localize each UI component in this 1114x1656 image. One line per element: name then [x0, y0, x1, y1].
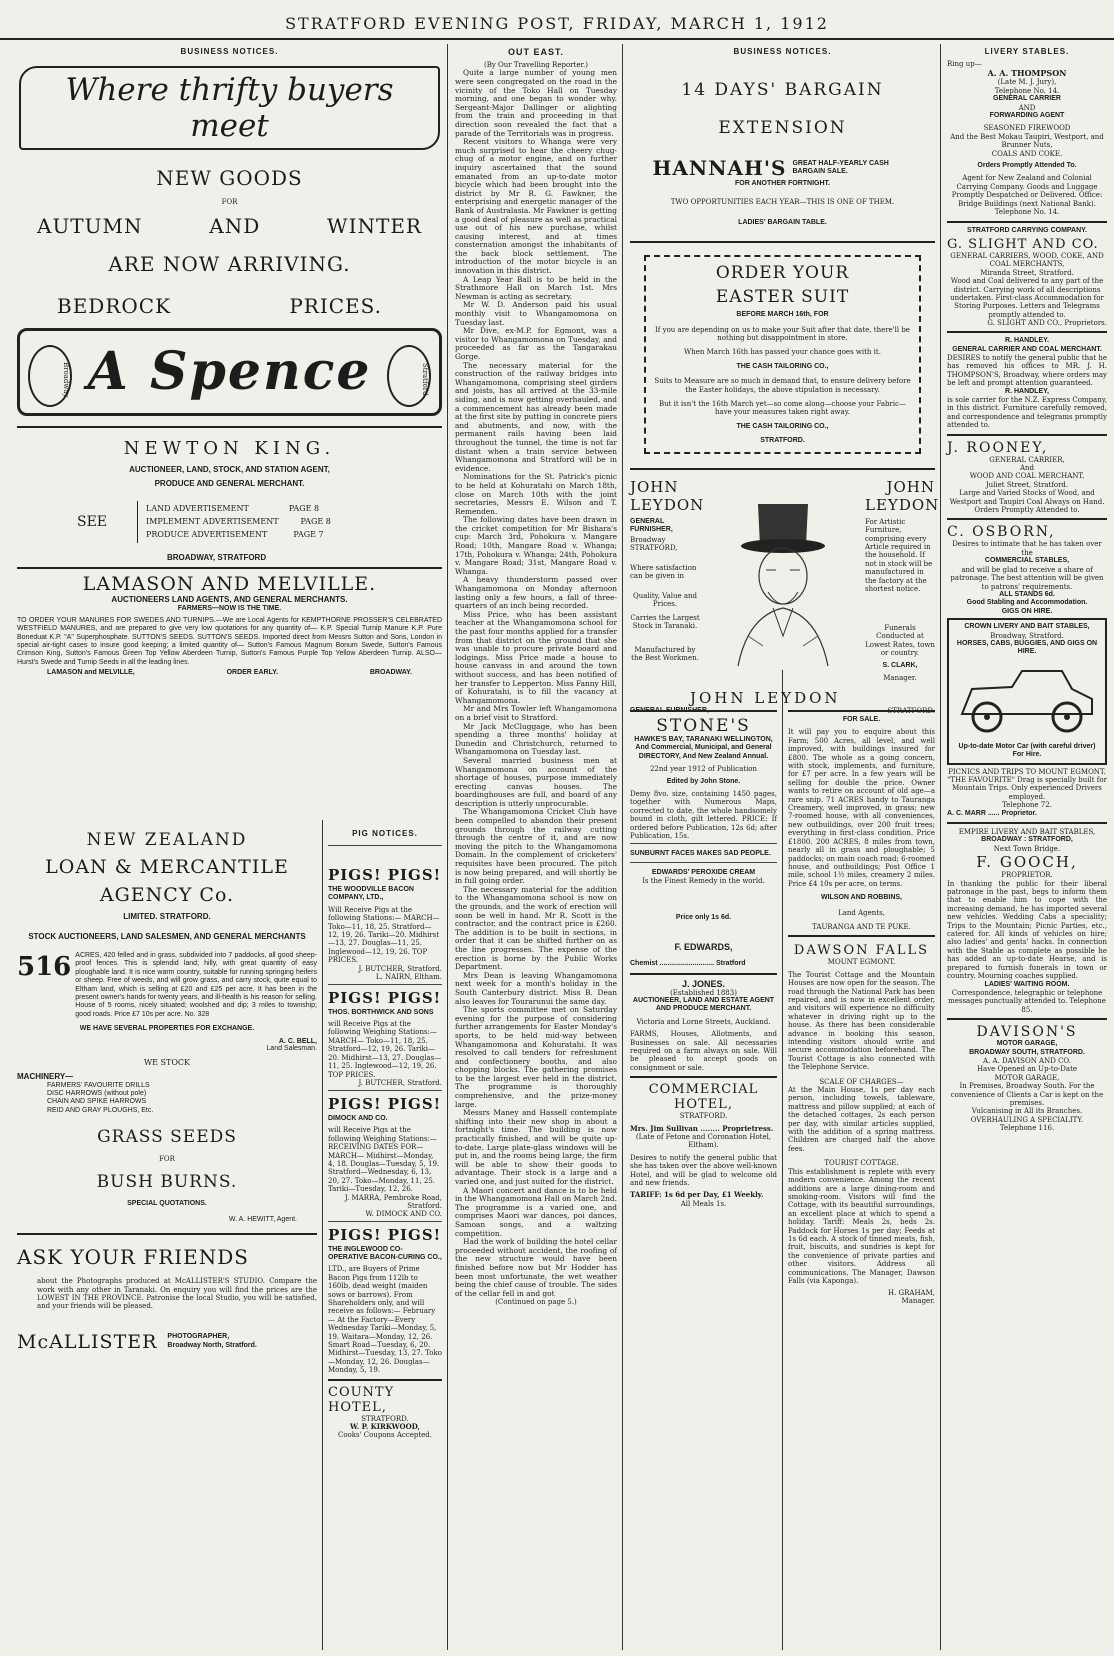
bedrock: BEDROCK — [57, 294, 172, 319]
vulcanising: Vulcanising in All its Branches. OVERHAULING A SPECIALITY. — [970, 1107, 1084, 1124]
column-stones — [625, 706, 782, 1650]
borthwick-title: THOS. BORTHWICK AND SONS — [328, 1008, 434, 1016]
out-east-continued: (Continued on page 5.) — [495, 1298, 577, 1307]
nz-bell: A. C. BELL, — [278, 1037, 317, 1045]
adv-label: IMPLEMENT ADVERTISEMENT — [146, 517, 279, 527]
adv-page: PAGE 8 — [300, 517, 331, 527]
gigs-on-hire: GIGS ON HIRE. — [1001, 607, 1053, 615]
spence-name: A Spence — [87, 341, 372, 403]
divider — [947, 822, 1107, 824]
scale-body: At the Main House, 1s per day each person, including towels, tableware, mattress and pillow supplied; at each of the detached cottages, 2s each person per day, with similar articles supplied, with the addition of a spring mattress. Children are charged half the above fees. — [788, 1086, 935, 1153]
coals-coke: COALS AND COKE. — [991, 149, 1063, 158]
jones-sub: AUCTIONEER, LAND AND ESTATE AGENT AND PRODUCE MERCHANT. — [632, 996, 775, 1013]
adv-label: LAND ADVERTISEMENT — [146, 504, 249, 514]
woodville-title: THE WOODVILLE BACON COMPANY, LTD., — [328, 886, 414, 902]
telephone-72: Telephone 72. — [1002, 801, 1052, 810]
bedrock-line — [17, 290, 442, 318]
rooney: J. ROONEY, — [947, 439, 1049, 456]
divider — [17, 567, 442, 569]
pigs-heading: PIGS! PIGS! — [328, 1225, 442, 1244]
mcallister-block — [17, 1331, 317, 1353]
good-stabling: Good Stabling and Accommodation. — [966, 599, 1088, 607]
leydon-for: For Artistic Furniture, comprising every Article required in the household. If not in stock will be manufactured in the factory at the shortest notice. — [865, 517, 933, 593]
gooch-body: In thanking the public for their liberal patronage in the past, begs to inform them that to enable him to cope with the increasing demand, he has imported several new vehicles. Wedding Cabs a speciality; Trips to the Mountain; Picnic Parties, etc., catered for. All kinds of vehicles on hire; also ladies' and gents' hacks. In connection with the Stable as complete as possible he has added an up-to-date Hearse, and is prepared to furnish funerals in town or country. Mourning coaches supplied. — [947, 879, 1107, 981]
divider — [630, 973, 777, 975]
rooney-orders: Orders Promptly Attended to. — [974, 506, 1080, 515]
pigs-heading: PIGS! PIGS! — [328, 988, 442, 1007]
out-east-paragraph: Mr and Mrs Towler left Whangamomona on a brief visit to Stratford. — [455, 704, 617, 722]
spence-logo — [17, 328, 442, 416]
leydon-footer — [630, 689, 935, 707]
out-east-paragraph: Mr W. D. Anderson paid his usual monthly visit to Whangamomona on Tuesday last. — [455, 300, 617, 327]
machinery-item: CHAIN AND SPIKE HARROWS — [47, 1098, 147, 1106]
graham: H. GRAHAM, — [887, 1289, 935, 1298]
county-kirkwood: W. P. KIRKWOOD, — [350, 1422, 420, 1432]
slight-body: Wood and Coal delivered to any part of the district. Carrying work of all descriptions undertaken. First-class Accommodation for Storing Purposes. Letters and Telegrams promptly attended to. — [950, 277, 1104, 319]
sunburnt: SUNBURNT FACES MAKES SAD PEOPLE. — [630, 850, 771, 858]
hannah-sale: GREAT HALF-YEARLY CASH BARGAIN SALE. — [792, 159, 889, 175]
two-opportunities: TWO OPPORTUNITIES EACH YEAR—THIS IS ONE OF THEM. — [670, 198, 895, 207]
out-east-paragraph: A Leap Year Ball is to be held in the Strathmore Hall on March 1st. Mrs Newman is acting as secretary. — [455, 274, 617, 301]
divider — [947, 331, 1107, 333]
dimock-sig1: J. MARRA, Pembroke Road, Stratford. — [344, 1193, 442, 1210]
stones-body: Demy 8vo. size, containing 1450 pages, together with Numerous Maps, corrected to date, the whole handsomely bound in cloth, gilt lettered. PRICE: If ordered before Publication, 12s 6d; after Publication, 15s. — [630, 790, 777, 841]
osborn-body-2: and will be glad to receive a share of patronage. The best attention will be given to patrons' requirements. — [950, 565, 1104, 591]
wilson-place: TAURANGA AND TE PUKE. — [812, 922, 911, 931]
commercial-stratford: STRATFORD. — [679, 1112, 728, 1121]
pig-header: PIG NOTICES. — [352, 829, 418, 838]
adv-list — [137, 501, 331, 543]
out-east-paragraph: Messrs Maney and Hassell contemplate shifting into their new shop in about a fortnight's time. The building is now practically finished, and will be quite up-to-date. Large plate-glass windows will be put in, and the rooms being large, the firm will be able to show their goods to advantage. Their stock is a large and a varied one, and just suited for the district. — [455, 1108, 617, 1186]
inglewood-body: LTD., are Buyers of Prime Bacon Pigs from 112lb to 160lb, dead weight (maiden sows or barrows). From Shareholders only, and will receive as follows:— February— At the Factory—Every Wednesday Tariki—Monday, 5, 19. Waitara—Monday, 12, 26. Smart Road—Tuesday, 6, 20. Midhirst—Tuesday, 13, 27. Toko—Monday, 12, 26. Douglas—Monday, 5, 19. — [328, 1265, 442, 1375]
borthwick-sig: J. BUTCHER, Stratford. — [358, 1078, 442, 1087]
rooney-address: Juliet Street, Stratford. — [985, 480, 1069, 489]
osborn: C. OSBORN, — [947, 524, 1056, 541]
hewitt: W. A. HEWITT, Agent. — [228, 1216, 297, 1224]
out-east-paragraph: The following dates have been drawn in the cricket competition for Mr Bishara's cup: March 3rd, Pohokura v. Mangare Road; 10th, Mangare Road v. Whanga; 17th, Pohokura v. Whanga; 24th, Pohokura v. Mangare Road; 31st, Mangare Road v. Whanga. — [455, 515, 617, 576]
lamason-footer — [17, 667, 442, 679]
leydon-manager: Manager. — [883, 673, 917, 682]
out-east-paragraph: Mrs Dean is leaving Whangamomona next week for a month's holiday in the South Canterbury district. Miss B. Dean also leaves for Tourarunui the same day. — [455, 970, 617, 1006]
commercial-body: Desires to notify the general public that she has taken over the above well-known Hotel, and will be glad to welcome old and new friends. — [630, 1153, 777, 1187]
slight-sig: G. SLIGHT AND CO., Proprietors. — [987, 319, 1107, 328]
leydon-quality: Quality, Value and Prices. — [632, 591, 698, 609]
dawson-egmont: MOUNT EGMONT. — [827, 958, 896, 967]
agent: Agent for New Zealand and Colonial Carrying Company. Goods and Luggage Promptly Despatched or Delivered. Office: Bridge Buildings (next National Bank). — [951, 174, 1103, 208]
divider — [328, 1221, 442, 1222]
thrifty-banner: Where thrifty buyers meet — [19, 66, 440, 150]
out-east-paragraph: A Maori concert and dance is to be held in the Whangamomona Hall on March 2nd. The programme is a varied one, and comprises Maori war dances, poi dances, Samoan songs, and a waltzing competition. — [455, 1185, 617, 1238]
crown-body: HORSES, CABS, BUGGIES, AND GIGS ON HIRE. — [956, 639, 1098, 656]
all-stands: ALL STANDS 6d. — [999, 590, 1055, 598]
stones-title: STONE'S — [656, 716, 751, 736]
section-header: BUSINESS NOTICES. — [733, 47, 832, 56]
stratford-carrying: STRATFORD CARRYING COMPANY. — [966, 226, 1088, 234]
leydon-left: JOHN LEYDON — [630, 477, 705, 514]
peroxide: EDWARDS' PEROXIDE CREAM — [651, 868, 756, 876]
bush-burns: BUSH BURNS. — [96, 1171, 238, 1192]
masthead: STRATFORD EVENING POST, FRIDAY, MARCH 1, 1912 — [0, 0, 1114, 40]
divider — [630, 1076, 777, 1078]
handley-body-2: is sole carrier for the N.Z. Express Company, in this district. Furniture carefully removed, and correspondence and telegrams promptly attended to. — [947, 396, 1107, 430]
forwarding-agent: FORWARDING AGENT — [989, 112, 1065, 120]
divider — [328, 845, 442, 846]
divider — [328, 1090, 442, 1091]
out-east-header: OUT EAST. — [507, 47, 564, 57]
leydon-broadway: Broadway STRATFORD, — [630, 535, 678, 553]
oval-stratford: Stratford — [387, 345, 431, 407]
special-quotations: SPECIAL QUOTATIONS. — [127, 1199, 207, 1207]
motor-car-hire: Up-to-date Motor Car (with careful driver) For Hire. — [958, 742, 1096, 759]
out-east-paragraph: The necessary material for the addition to the Whangamomona school is now on the grounds, and the work of erection will soon be well in hand. Mr R. Scott is the contractor, and the contract price is £260. The addition is to be built in sections, in order that it can be shifted further on as the line progresses. The expense of the erection is borne by the Public Works Department. — [455, 884, 617, 972]
thompson-late: (Late M. J. Jury), — [997, 78, 1057, 87]
slight-sub: GENERAL CARRIERS, WOOD, COKE, AND COAL MERCHANTS, — [950, 251, 1104, 269]
slight-address: Miranda Street, Stratford. — [980, 268, 1074, 277]
newton-king-sub2: PRODUCE AND GENERAL MERCHANT. — [154, 479, 305, 489]
out-east-body — [455, 69, 617, 1298]
divider — [328, 1379, 442, 1381]
divider — [630, 843, 777, 844]
lamason-foot-name: LAMASON and MELVILLE, — [47, 669, 135, 677]
nz-body: ACRES, 420 felled and in grass, subdivided into 7 paddocks, all good sheep-proof fences. This is splendid land; hilly, with great quantity of easy ploughable land. It is nice warm country, suitable for running springing heifers or sheep. Free of weeds, and will grow grass, and carry stock, quite equal to Eltham land, which is selling at £20 and £25 per acre. It has been in the present owner's hands for twenty years, and ill-health is his reason for selling. House of 5 rooms, nicely situated; woolshed and dip; 3 miles to township; good roads. Price £7 10s per acre. No. 328 — [75, 952, 317, 1018]
lamason-foot-broadway: BROADWAY. — [369, 669, 412, 677]
for-label: FOR — [221, 198, 238, 206]
extension: EXTENSION — [718, 118, 847, 138]
out-east-byline: (By Our Travelling Reporter.) — [483, 61, 589, 69]
adv-row — [146, 530, 331, 540]
jones-address: Victoria and Lorne Streets, Auckland. — [636, 1017, 771, 1026]
county-hotel: COUNTY HOTEL, — [328, 1384, 395, 1415]
motor-garage: MOTOR GARAGE, — [994, 1073, 1060, 1082]
tourist-body: This establishment is replete with every modern convenience. Among the recent additions are a large dining-room and smoking-room. Visitors will find the Cottage, with its beautiful surroundings, an excellent place at which to spend a holiday. Tariff: Meals 2s, beds 2s. Paddock for Horses 1s per day; Feeds at 1s 6d each. A stock of tinned meats, fish, fruit, biscuits, and sundries is kept for the convenience of private parties and other visitors. Address all communications, The Manager, Dawson Falls (via Kaponga). — [788, 1167, 935, 1285]
nz-516: 516 — [17, 952, 72, 982]
empire: EMPIRE LIVERY AND BAIT STABLES, — [958, 828, 1096, 836]
lamason-farmers: FARMERS—NOW IS THE TIME. — [177, 605, 282, 613]
cash-tailoring-2: THE CASH TAILORING CO., — [736, 422, 829, 430]
rooney-body: Large and Varied Stocks of Wood, and Westport and Taupiri Coal Always on Hand. — [949, 489, 1105, 506]
and: AND — [209, 214, 261, 239]
davison-address: BROADWAY SOUTH, STRATFORD. — [969, 1048, 1085, 1056]
see-label: SEE — [77, 514, 108, 531]
adv-page: PAGE 8 — [288, 504, 320, 514]
cash-stratford: STRATFORD. — [760, 437, 805, 445]
and: AND — [1018, 103, 1036, 112]
machinery-item: REID AND GRAY PLOUGHS, Etc. — [47, 1106, 154, 1114]
easter-body-1: If you are depending on us to make your Suit after that date, there'll be nothing but disappointment in store. — [655, 325, 910, 343]
handley: R. HANDLEY. — [1005, 337, 1049, 345]
hannah-line — [630, 156, 935, 180]
davison-co: A. A. DAVISON AND CO. — [983, 1056, 1071, 1065]
prices: PRICES. — [289, 294, 382, 319]
slight: G. SLIGHT AND CO. — [947, 236, 1099, 252]
leydon-portrait — [708, 496, 858, 670]
handley-body: DESIRES to notify the general public that he has removed his offices to MR. J. H. THOMPSON'S, Broadway, where orders may be left and prompt attention guaranteed. — [947, 353, 1107, 388]
mcallister-sub — [167, 1333, 256, 1350]
leydon-ad — [630, 474, 940, 689]
commercial-proprietress: Mrs. Jim Sullivan ........ Proprietress. — [630, 1123, 774, 1133]
bargain-14-days: 14 DAYS' BARGAIN — [681, 80, 884, 100]
dimock-body: will Receive Pigs at the following Weighing Stations:— RECEIVING DATES FOR— MARCH— Midhirst—Monday, 4, 18. Douglas—Tuesday, 5, 19. Stratford—Wednesday, 6, 13, 20, 27. Toko—Monday, 11, 25. Tariki—Tuesday, 12, 26. — [328, 1126, 440, 1194]
divider — [788, 935, 935, 937]
divider — [947, 221, 1107, 223]
see-block — [77, 501, 442, 543]
wilson: WILSON AND ROBBINS, — [820, 894, 903, 902]
leydon-where: Where satisfaction can be given in — [630, 563, 697, 581]
out-east-paragraph: Mr Dive, ex-M.P. for Egmont, was a visitor to Whangamomona on Tuesday, and proceeded as far as the Tangarakau Gorge. — [455, 326, 617, 361]
general-carrier: GENERAL CARRIER — [993, 95, 1061, 103]
column-rule — [447, 44, 448, 1650]
grass-seeds: GRASS SEEDS — [97, 1127, 237, 1148]
tourist-cottage: TOURIST COTTAGE. — [824, 1159, 899, 1168]
autumn: AUTUMN — [37, 214, 143, 239]
divider — [630, 862, 777, 863]
for-label-2: FOR — [159, 1155, 175, 1164]
ask-body: about the Photographs produced at McALLISTER'S STUDIO. Compare the work with any other in Taranaki. On enquiry you will find the prices are the LOWEST IN THE PROVINCE. Patronise the local Studio, you will be satisfied, and your friends will be pleased. — [37, 1277, 317, 1311]
out-east-paragraph: Miss Price, who has been assistant teacher at the Whangamomona school for the past four months applied for a transfer from that district on the ground that she was unable to procure private board and lodgings. Miss Price made a house to house canvass in and around the town without success, and has been notified of her transfer to Lepperton. Miss Fanny Hill, of Kohuratahi, is to fill the vacancy at Whangamomona. — [455, 609, 617, 705]
tariff: TARIFF: 1s 6d per Day, £1 Weekly. — [630, 1190, 764, 1200]
osborn-commercial: COMMERCIAL STABLES, — [984, 557, 1070, 565]
jones-body: FARMS, Houses, Allotments, and Businesses on sale. All necessaries required on a farm always on sale. Will be pleased to accept goods on consignment or sale. — [630, 1030, 777, 1072]
seasoned-firewood: SEASONED FIREWOOD — [983, 124, 1071, 133]
dimock-title: DIMOCK AND CO. — [328, 1114, 388, 1122]
winter: WINTER — [327, 214, 422, 239]
out-east-paragraph: The sports committee met on Saturday evening for the purpose of considering further arrangements for Easter Monday's sports, to be held mid-way between Whangamomona and Kohuratahi. It was resolved to call tenders for refreshment and confectionery booths, and also chopping blocks. The gathering promises to be the largest ever held in the district. The programme is thoroughly comprehensive, and the prize-money large. — [455, 1005, 617, 1109]
machinery: MACHINERY— — [17, 1071, 74, 1081]
nz-limited: LIMITED. STRATFORD. — [123, 912, 211, 921]
mcallister-sub1: PHOTOGRAPHER, — [167, 1333, 230, 1341]
ladies-bargain: LADIES' BARGAIN TABLE. — [738, 218, 827, 226]
nz-bell-title: Land Salesman. — [266, 1044, 317, 1052]
column-pig-notices — [323, 826, 447, 1650]
divider — [947, 1018, 1107, 1020]
nz-property — [17, 952, 317, 1019]
jones: J. JONES. — [681, 978, 726, 989]
rooney-sub-2: WOOD AND COAL MERCHANT, — [969, 472, 1085, 481]
nz-stock: STOCK AUCTIONEERS, LAND SALESMEN, AND GENERAL MERCHANTS — [28, 932, 306, 941]
column-rule — [622, 44, 623, 1650]
nz-exchange: WE HAVE SEVERAL PROPERTIES FOR EXCHANGE. — [79, 1025, 255, 1033]
out-east-paragraph: Quite a large number of young men were seen congregated on the road in the vicinity of the Toko Hall on Tuesday morning, and one began to wonder why. Sergeant-Major Dallinger or alighting from the train and proceeding in that direction soon revealed the fact that a parade of the Territorials was in progress. — [455, 68, 617, 138]
picnics: PICNICS AND TRIPS TO MOUNT EGMONT. — [948, 767, 1106, 776]
gooch-proprietor: PROPRIETOR. — [1001, 871, 1053, 880]
another-fortnight: FOR ANOTHER FORTNIGHT. — [734, 180, 830, 187]
telephone-116: Telephone 116. — [999, 1124, 1055, 1133]
oval-broadway: Broadway — [28, 345, 72, 407]
divider — [328, 984, 442, 985]
davison: DAVISON'S — [976, 1024, 1078, 1041]
out-east-paragraph: Several married business men at Whangamomona on account of the shortage of houses, purpose immediately erecting canvas houses. The boardinghouses are full, and board of any description is utterly unprocurable. — [455, 755, 617, 808]
adv-row — [146, 504, 331, 514]
column-livery — [942, 44, 1112, 1650]
leydon-bottom-name: JOHN LEYDON — [690, 688, 841, 707]
top-hat-man-icon — [708, 496, 858, 666]
we-stock: WE STOCK — [143, 1057, 191, 1067]
out-east-paragraph: The necessary material for the construction of the railway bridges into Whangamomona, comprising steel girders and joists, has all arrived at the 33-mile siding, and is now getting overhauled, and a commencement has already been made at the first site by putting in concrete piers and abutments, and now, with the permanent rails having been laid throughout the tunnel, the time is not far distant when a train service between Whangamomona and Stratford will be in evidence. — [455, 360, 617, 473]
davison-sub: MOTOR GARAGE, — [996, 1040, 1058, 1048]
leydon-funerals: Funerals Conducted at Lowest Rates, town or country. — [865, 623, 935, 657]
adv-label: PRODUCE ADVERTISEMENT — [146, 530, 268, 540]
davison-opened: Have Opened an Up-to-Date — [976, 1065, 1078, 1074]
column-out-east — [450, 44, 622, 1650]
out-east-paragraph: Had the work of building the hotel cellar proceeded without accident, the roofing of the new structure would have been finished before now but Mr Hodder has been most unfortunate, the wet weather being the chief cause of trouble. The sides of the cellar fell in and got — [455, 1237, 617, 1298]
column-nz-loan — [12, 826, 322, 1650]
ring-up: Ring up— — [947, 60, 982, 68]
gooch: F. GOOCH, — [976, 853, 1078, 872]
crown-address: Broadway, Stratford. — [990, 631, 1064, 640]
commercial-late: (Late of Fetone and Coronation Hotel, Eltham). — [635, 1132, 772, 1150]
machinery-list — [17, 1082, 317, 1116]
correspondence: Correspondence, telegraphic or telephone messages punctually attended to. Telephone 85. — [948, 988, 1106, 1014]
chemist: Chemist ............................ Stratford — [630, 960, 746, 968]
adv-page: PAGE 7 — [293, 530, 324, 540]
autumn-line — [17, 214, 442, 238]
peroxide-sub: Is the Finest Remedy in the world. — [642, 877, 765, 886]
woodville-sig2: L. NAIRN, Eltham. — [375, 972, 442, 981]
commercial-hotel: COMMERCIAL HOTEL, — [648, 1082, 759, 1113]
pigs-heading: PIGS! PIGS! — [328, 1094, 442, 1113]
nz-title-3: AGENCY Co. — [99, 884, 235, 906]
orders-attended: Orders Promptly Attended To. — [977, 162, 1077, 170]
nz-title-1: NEW ZEALAND — [86, 830, 248, 850]
out-east-paragraph: The Whangamomona Cricket Club have been compelled to abandon their present grounds through the railway cutting through the centre of it, and are now moving the pitch to the Whangamomona Domain. In the complement of cricketers' requisites have been procured. The pitch is now being prepared, and will shortly be in full going order. — [455, 807, 617, 886]
arriving: ARE NOW ARRIVING. — [108, 252, 351, 277]
rooney-sub: GENERAL CARRIER, — [989, 455, 1065, 464]
column-for-sale — [783, 706, 940, 1650]
ladies-waiting: LADIES' WAITING ROOM. — [984, 980, 1070, 988]
price-only: Price only 1s 6d. — [675, 913, 732, 921]
crown-ad — [947, 618, 1107, 764]
out-east-paragraph: A heavy thunderstorm passed over Whangamomona on Monday afternoon lasting only a few hours, a fall of three-quarters of an inch being recorded. — [455, 575, 617, 611]
crown: CROWN LIVERY AND BAIT STABLES, — [964, 623, 1090, 631]
divider — [788, 710, 935, 712]
divider — [17, 1233, 317, 1235]
newton-king-sub1: AUCTIONEER, LAND, STOCK, AND STATION AGENT, — [129, 465, 330, 475]
out-east-paragraph: Mr Jack McCluggage, who has been spending a three months' holiday at Dunedin and Christchurch, returned to Whangamomona on Tuesday last. — [455, 721, 617, 757]
nz-title-2: LOAN & MERCANTILE — [45, 856, 289, 878]
newton-king-address: BROADWAY, STRATFORD — [167, 553, 267, 563]
stones-year: 22nd year 1912 of Publication — [649, 765, 758, 774]
empire-3: Next Town Bridge. — [993, 844, 1061, 853]
favourite: "THE FAVOURITE" Drag is specially built for Mountain Trips. Only experienced Drivers employed. — [947, 775, 1107, 801]
rooney-and: And — [1019, 464, 1035, 473]
divider — [947, 434, 1107, 436]
stones-editor: Edited by John Stone. — [666, 777, 741, 785]
mcallister-sub2: Broadway North, Stratford. — [167, 1341, 257, 1349]
leydon-right: JOHN LEYDON — [865, 477, 940, 514]
livery-header: LIVERY STABLES. — [984, 47, 1070, 56]
handley-sub: GENERAL CARRIER AND COAL MERCHANT. — [952, 345, 1102, 353]
out-east-paragraph: Recent visitors to Whanga were very much surprised to hear the cheery chug-chug of a motor engine, and on further inquiry ascertained that the sound emanated from an up-to-date motor bicycle which had been brought into the district by Mr R. G. Fawkner, the enterprising and energetic manager of the Bank of Australasia. Mr Fawkner is getting a good deal of pleasure as well as practical use out of his new purchase, whilst causing interest, and at times consternation amongst the inhabitants of the back block settlement. The introduction of the motor bicycle is an innovation in this district. — [455, 137, 617, 276]
newton-king-title: NEWTON KING. — [123, 438, 336, 460]
for-sale-body: It will pay you to enquire about this Farm; 500 Acres, all level, and well improved, with buildings insured for £800. The whole as a going concern, with stock, implements, and furniture, for £7 per acre. In a few years will be selling for double the price. Owner wants to retire on account of old age—a rare snip. 71 ACRES handy to Tauranga Creamery, well improved, in grass; new 7-roomed house, with all conveniences, new outbuildings, over 200 fruit trees; everything in first-class condition. Price £1800. 200 ACRES, 8 miles from town, nearly all in grass and ploughable; 5 paddocks; on main coach road; 6-roomed house, and outbuildings; Post Office 1 mile, school 1½ miles, creamery 2 miles. Price £4 10s per acre, on terms. — [788, 728, 935, 888]
stones-sub: HAWKE'S BAY, TARANAKI WELLINGTON, And Commercial, Municipal, and General DIRECTORY, And New Zealand Annual. — [634, 736, 773, 760]
wilson-agents: Land Agents, — [838, 908, 885, 917]
divider — [630, 710, 777, 712]
column-business-1 — [12, 44, 447, 820]
telephone-14b: Telephone No. 14. — [994, 208, 1060, 217]
osborn-body: Desires to intimate that he has taken over the — [952, 540, 1102, 557]
hannah: HANNAH'S — [652, 156, 787, 180]
pigs-heading: PIGS! PIGS! — [328, 866, 442, 884]
borthwick-body: will Receive Pigs at the following Weighing Stations:— MARCH— Toko—11, 18, 25. Stratford—12, 19, 26. Tariki—20. Midhirst—13, 27. Douglas—11, 25. Inglewood—12, 19, 26. TOP PRICES. — [328, 1020, 442, 1079]
adv-row — [146, 517, 331, 527]
lamason-body: TO ORDER YOUR MANURES FOR SWEDES AND TURNIPS.—We are Local Agents for KEMPTHORNE PROSSER'S CELEBRATED WESTFIELD MANURES, and are prepared to give very low quotations for any quantity of— K.P. Special Turnip Manure K.P. Pure Boneduat K.P. "A" Superphosphate. SUTTON'S SEEDS. SUTTON'S SEEDS. Imported direct from Messrs Sutton and Sons, London in special air-tight cases to insure good keeping; a limited quantity of— Sutton's Famous Magnum Bonum Swede, Sutton's Famous Crimson King, Sutton's Famous Green Top Yellow Aberdeen Turnip, Sutton's Famous Purple Top Yellow Aberdeen Turnip. ALSO— Hurst's Swede and Turnip Seeds in all the leading lines. — [17, 616, 442, 666]
davison-body: In Premises, Broadway South. For the convenience of Clients a Car is kept on the premises. — [950, 1082, 1104, 1107]
woodville-sig1: J. BUTCHER, Stratford. — [358, 964, 442, 973]
graham-manager: Manager. — [901, 1297, 935, 1306]
mcallister: McALLISTER — [17, 1330, 158, 1353]
machinery-item: FARMERS' FAVOURITE DRILLS — [47, 1081, 150, 1089]
leydon-gen: GENERAL FURNISHER, — [630, 517, 673, 534]
telephone-14: Telephone No. 14. — [994, 86, 1060, 95]
lamason-sub: AUCTIONEERS LAND AGENTS, AND GENERAL MERCHANTS. — [111, 595, 348, 605]
section-header: BUSINESS NOTICES. — [180, 47, 279, 56]
cash-tailoring-1: THE CASH TAILORING CO., — [736, 362, 829, 370]
easter-before: BEFORE MARCH 16th, FOR — [736, 311, 829, 319]
leydon-clark: S. CLARK, — [882, 661, 918, 669]
leydon-manufactured: Manufactured by the Best Workmen. — [631, 645, 699, 663]
leydon-carries: Carries the Largest Stock in Taranaki. — [630, 613, 700, 631]
edwards: F. EDWARDS, — [674, 942, 733, 953]
machinery-item: DISC HARROWS (without pole) — [47, 1090, 147, 1098]
thompson: A. A. THOMPSON — [987, 68, 1067, 79]
dawson-body: The Tourist Cottage and the Mountain Houses are now open for the season. The road through the National Park has been repaired, and is now in excellent order, and visitors will experience no difficulty whatever in driving right up to the house. As there has been considerable advance in booking this season, intending visitors should write and secure accommodation beforehand. The Tourist Cottage is also connected with the Telephone Service. — [788, 970, 935, 1072]
easter-body-3: Suits to Measure are so much in demand that, to ensure delivery before the Easter holidays, the above stipulation is necessary. — [654, 377, 911, 394]
column-rule — [940, 44, 941, 1650]
lamason-foot-order: ORDER EARLY. — [226, 669, 279, 677]
motor-car-icon — [952, 659, 1102, 737]
marr: A. C. MARR ...... Proprietor. — [947, 809, 1037, 817]
easter-order: ORDER YOUR — [715, 263, 850, 284]
divider — [630, 241, 935, 243]
easter-body-4: But it isn't the 16th March yet—so come along—choose your Fabric—have your measures taken right away. — [658, 400, 907, 417]
woodville-body: Will Receive Pigs at the following Stations:— MARCH— Toko—11, 18, 25. Stratford—12, 19, 26. Tariki—20. Midhirst—13, 27. Douglas—11, 25. Inglewood—12, 19, 26. TOP PRICES. — [328, 905, 440, 965]
empire-2: BROADWAY : STRATFORD, — [981, 836, 1073, 844]
coal-body: And the Best Mokau Taupiri, Westport, and Brunner Nuts, — [950, 132, 1104, 150]
easter-suit: EASTER SUIT — [715, 287, 850, 308]
dimock-sig2: W. DIMOCK AND CO. — [365, 1209, 442, 1218]
meals: All Meals 1s. — [680, 1199, 727, 1208]
easter-body-2: When March 16th has passed your chance goes with it. — [684, 348, 881, 357]
column-business-4 — [625, 44, 940, 707]
county-stratford: STRATFORD. — [361, 1414, 409, 1423]
for-sale: FOR SALE. — [842, 716, 881, 723]
divider — [630, 468, 935, 470]
jones-est: (Established 1883) — [670, 988, 737, 997]
ask-your-friends: ASK YOUR FRIENDS — [17, 1245, 249, 1270]
divider — [947, 518, 1107, 520]
out-east-paragraph: Nominations for the St. Patrick's picnic to be held at Kohuratahi on March 18th, close on March 10th with the joint secretaries, Messrs E. Wilson and T. Remenden. — [455, 472, 617, 516]
divider — [17, 426, 442, 428]
handley-2: R. HANDLEY, — [1005, 387, 1049, 395]
lamason-title: LAMASON AND MELVILLE. — [82, 573, 377, 596]
inglewood-title: THE INGLEWOOD CO-OPERATIVE BACON-CURING CO., — [328, 1245, 442, 1261]
scale-of-charges: SCALE OF CHARGES— — [819, 1077, 904, 1086]
new-goods: NEW GOODS — [156, 166, 303, 190]
easter-suit-ad — [644, 255, 921, 453]
county-coupons: Cooks' Coupons Accepted. — [337, 1431, 433, 1440]
dawson-falls: DAWSON FALLS — [793, 943, 930, 959]
